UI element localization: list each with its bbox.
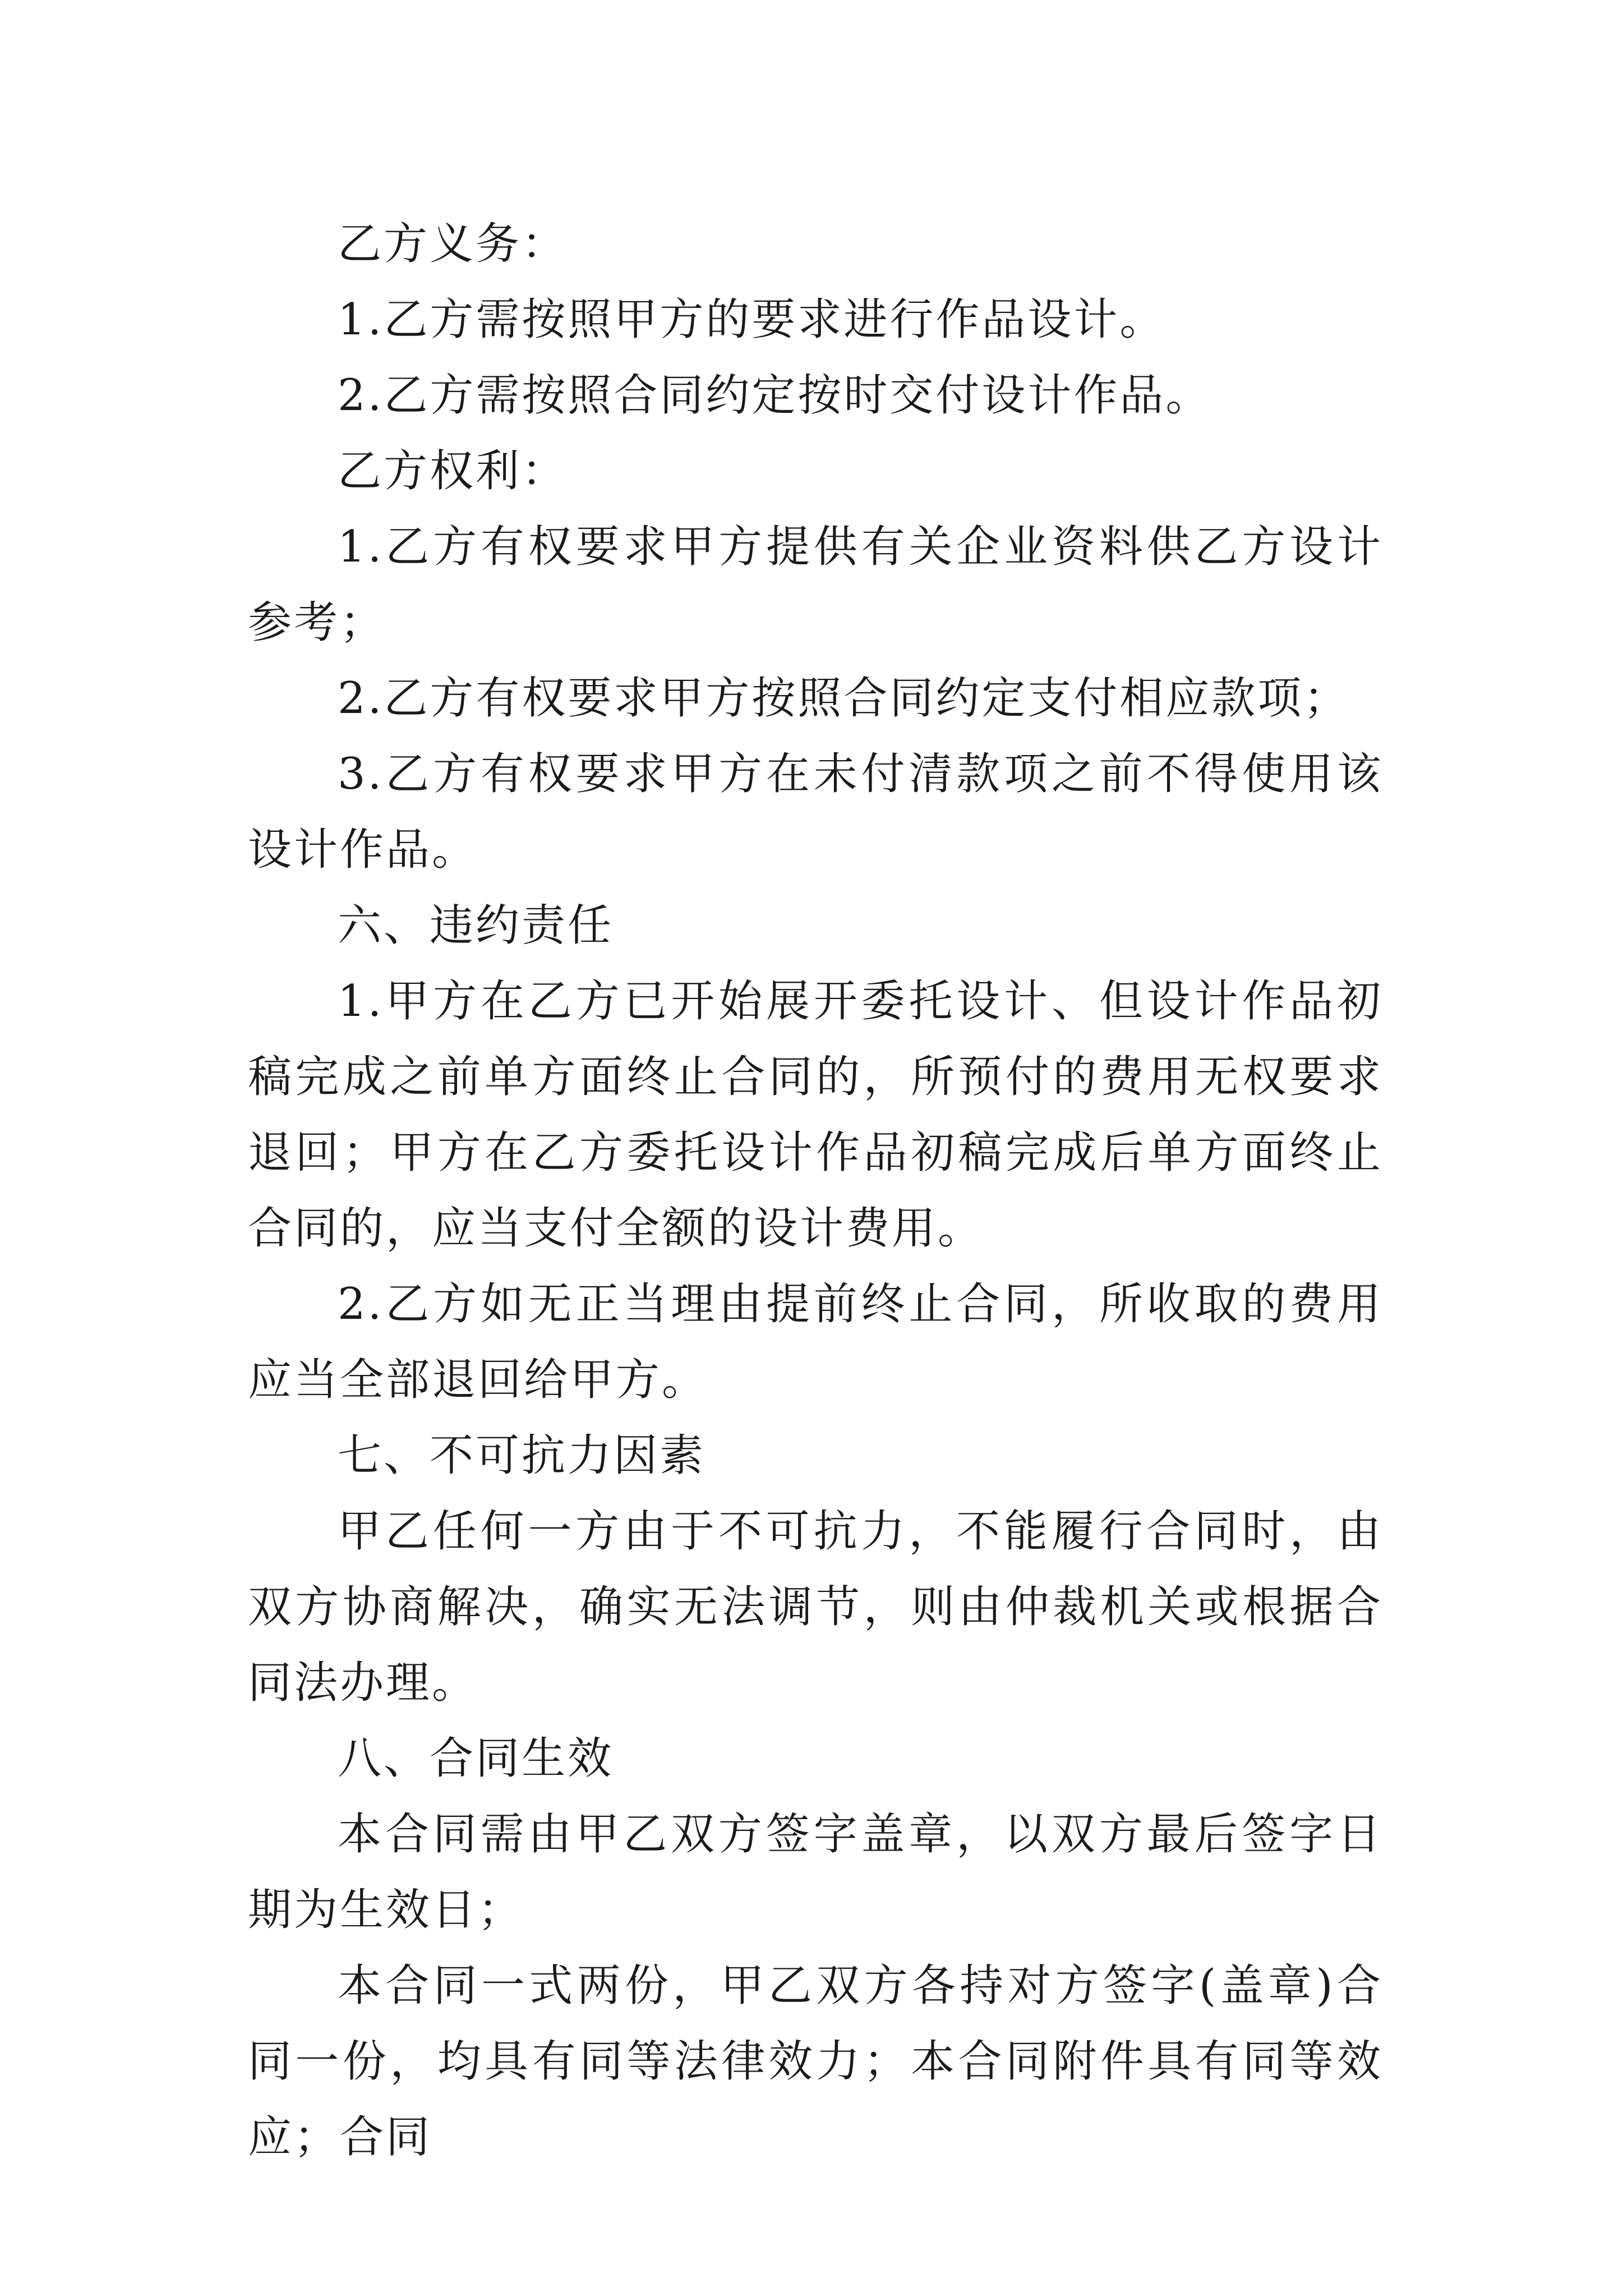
- section-heading-breach-liability: 六、违约责任: [338, 900, 614, 951]
- paragraph-party-b-obligations-heading: 乙方义务：: [338, 219, 568, 269]
- document-body: [248, 206, 1383, 2175]
- paragraph-breach-1: 1.甲方在乙方已开始展开委托设计、但设计作品初稿完成之前单方面终止合同的，所预付的费用无权要求退回；甲方在乙方委托设计作品初稿完成后单方面终止合同的，应当支付全额的设计费用。: [248, 976, 1383, 1254]
- paragraph-right-2: 2.乙方有权要求甲方按照合同约定支付相应款项；: [338, 673, 1350, 724]
- paragraph-obligation-1: 1.乙方需按照甲方的要求进行作品设计。: [338, 295, 1166, 345]
- paragraph-force-majeure: 甲乙任何一方由于不可抗力，不能履行合同时，由双方协商解决，确实无法调节，则由仲裁机关或根据合同法办理。: [248, 1506, 1383, 1708]
- paragraph-right-3: 3.乙方有权要求甲方在未付清款项之前不得使用该设计作品。: [248, 749, 1383, 875]
- paragraph-effect-2: 本合同一式两份，甲乙双方各持对方签字(盖章)合同一份，均具有同等法律效力；本合同附件具有同等效应；合同: [248, 1961, 1383, 2162]
- paragraph-right-1: 1.乙方有权要求甲方提供有关企业资料供乙方设计参考；: [248, 522, 1383, 648]
- section-heading-force-majeure: 七、不可抗力因素: [338, 1430, 706, 1481]
- paragraph-party-b-rights-heading: 乙方权利：: [338, 446, 568, 496]
- paragraph-breach-2: 2.乙方如无正当理由提前终止合同，所收取的费用应当全部退回给甲方。: [248, 1279, 1383, 1405]
- paragraph-effect-1: 本合同需由甲乙双方签字盖章，以双方最后签字日期为生效日；: [248, 1809, 1383, 1935]
- section-heading-contract-effect: 八、合同生效: [338, 1733, 614, 1784]
- paragraph-obligation-2: 2.乙方需按照合同约定按时交付设计作品。: [338, 370, 1212, 421]
